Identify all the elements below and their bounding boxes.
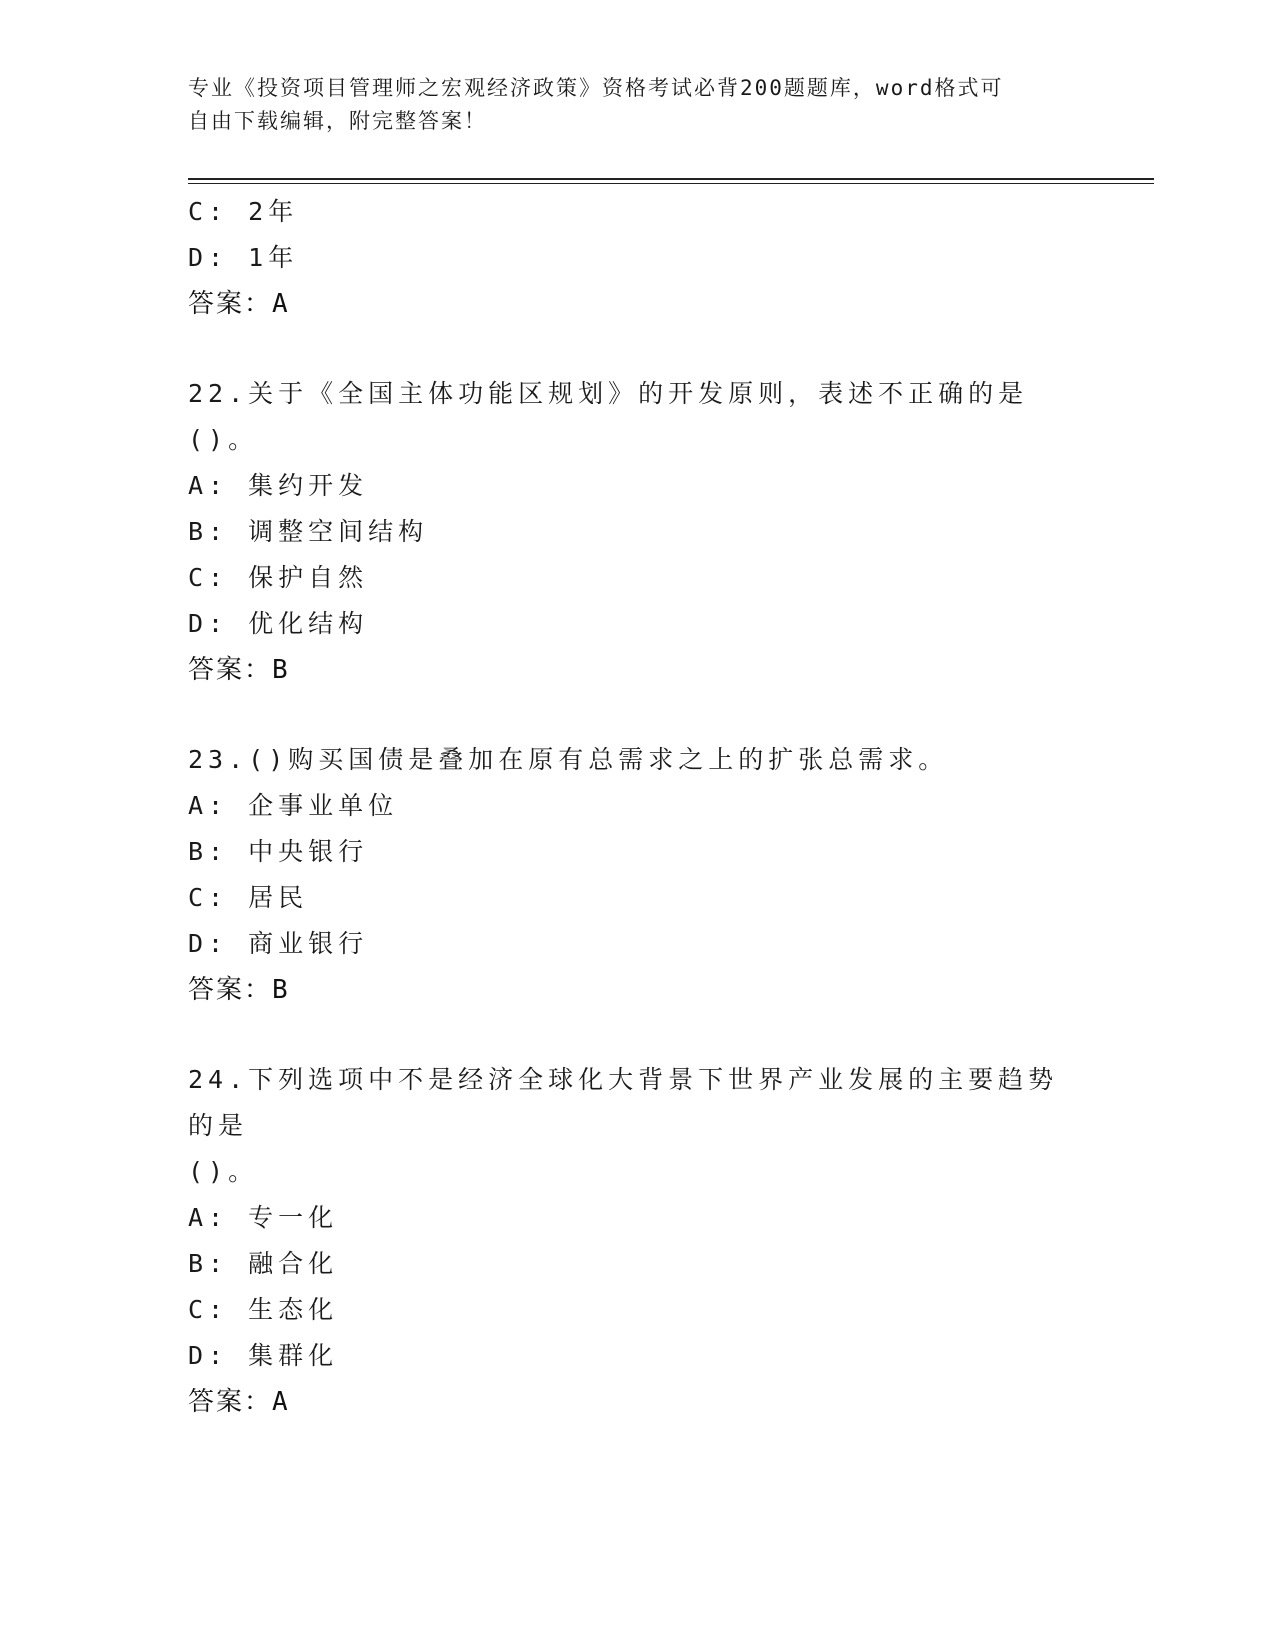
question-block-partial	[188, 189, 1088, 327]
answer-line: 答案：B	[188, 655, 290, 685]
answer-line: 答案：A	[188, 289, 290, 319]
option-b: B: 中央银行	[188, 837, 369, 866]
question-stem-line-1: 24.下列选项中不是经济全球化大背景下世界产业发展的主要趋势的是	[188, 1065, 1059, 1140]
option-b: B: 融合化	[188, 1249, 339, 1278]
header-divider-thick	[188, 178, 1154, 180]
question-list	[188, 189, 1088, 1425]
question-stem: 23.()购买国债是叠加在原有总需求之上的扩张总需求。	[188, 745, 949, 774]
question-block-23	[188, 737, 1088, 1013]
header-divider-thin	[188, 183, 1154, 184]
option-c: C: 保护自然	[188, 563, 369, 592]
option-a: A: 企事业单位	[188, 791, 399, 820]
question-block-24	[188, 1057, 1088, 1425]
option-a: A: 集约开发	[188, 471, 369, 500]
header-title-line-1: 专业《投资项目管理师之宏观经济政策》资格考试必背200题题库，word格式可	[188, 76, 1004, 100]
answer-line: 答案：A	[188, 1387, 290, 1417]
answer-line: 答案：B	[188, 975, 290, 1005]
question-stem-line-2: ()。	[188, 1157, 259, 1186]
option-d: D: 商业银行	[188, 929, 369, 958]
document-header	[188, 72, 1088, 138]
header-title-line-2: 自由下载编辑，附完整答案！	[188, 109, 487, 133]
option-c: C: 居民	[188, 883, 309, 912]
option-d: D: 1年	[188, 243, 299, 272]
spacer	[188, 693, 1088, 737]
spacer	[188, 327, 1088, 371]
spacer	[188, 1013, 1088, 1057]
option-b: B: 调整空间结构	[188, 517, 429, 546]
option-d: D: 优化结构	[188, 609, 369, 638]
question-block-22	[188, 371, 1088, 693]
question-stem: 22.关于《全国主体功能区规划》的开发原则，表述不正确的是()。	[188, 379, 1029, 454]
option-c: C: 2年	[188, 197, 299, 226]
option-d: D: 集群化	[188, 1341, 339, 1370]
option-c: C: 生态化	[188, 1295, 339, 1324]
option-a: A: 专一化	[188, 1203, 339, 1232]
